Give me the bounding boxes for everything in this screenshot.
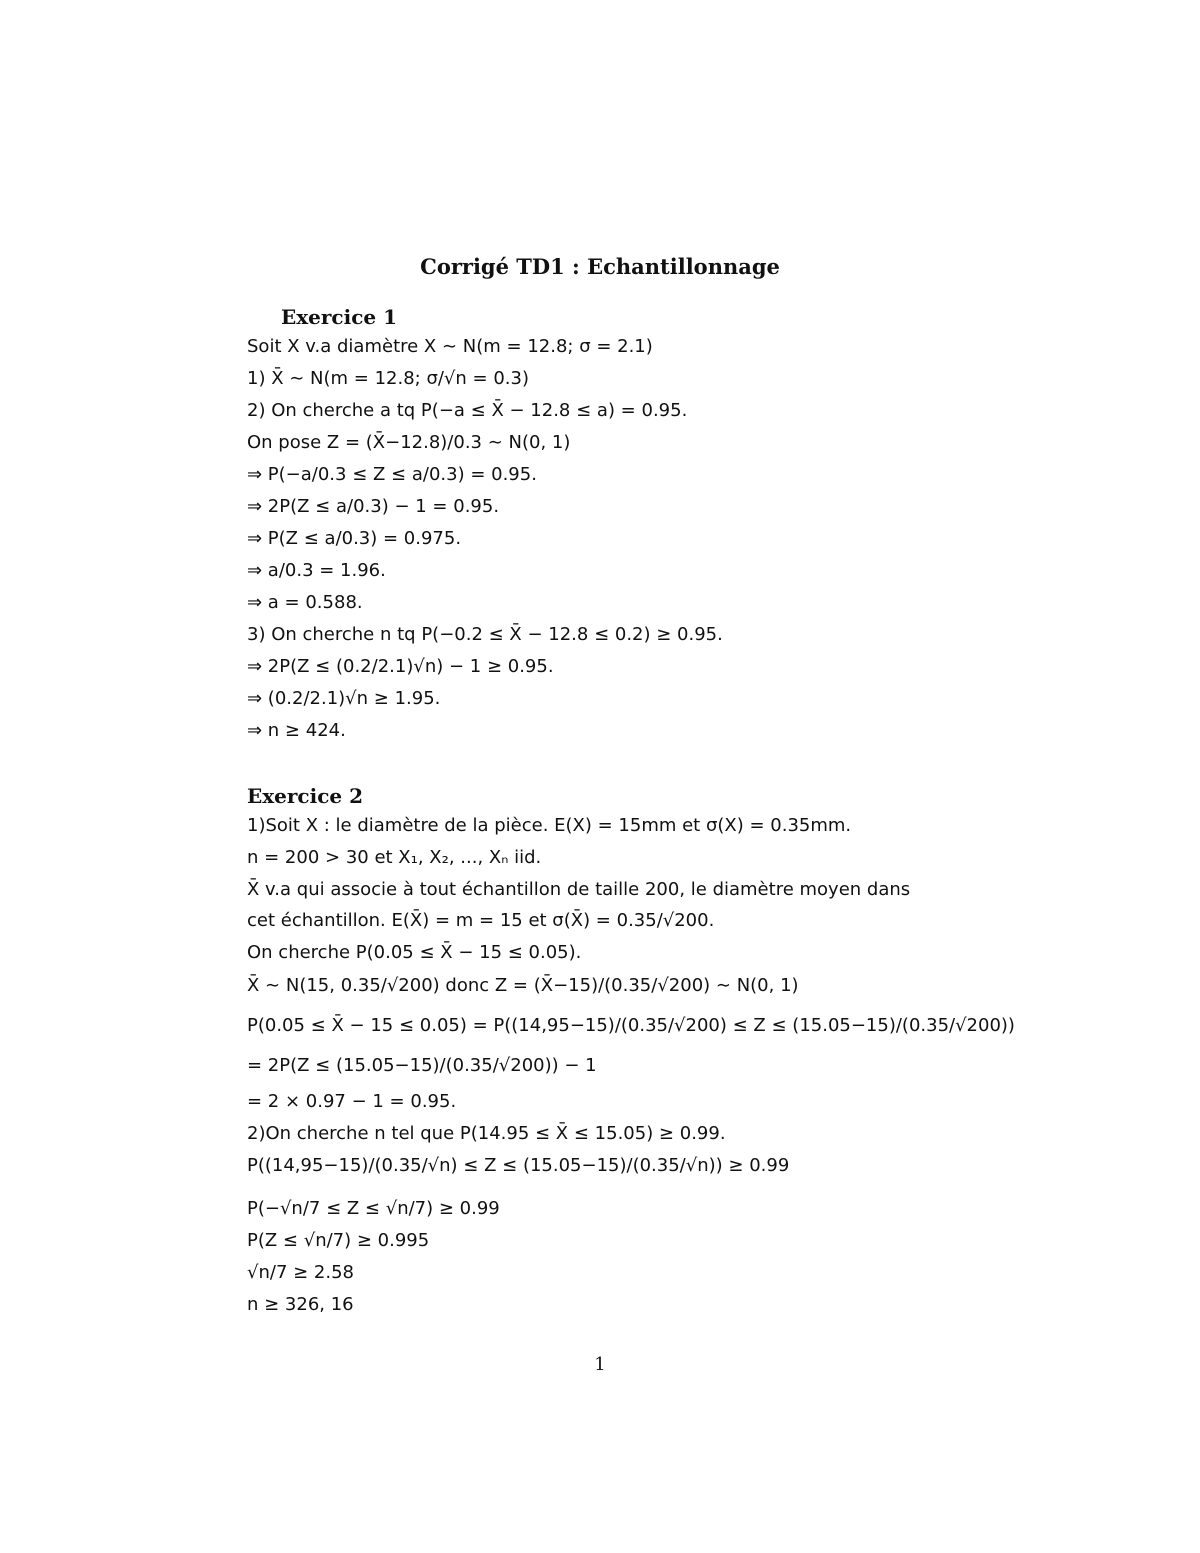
page-number: 1 [594,1354,606,1375]
exercise-1-line: ⇒ 2P(Z ≤ a/0.3) − 1 = 0.95. [247,496,500,517]
exercise-2-line: P(Z ≤ √n/7) ≥ 0.995 [247,1230,430,1251]
exercise-1-line: On pose Z = (X̄−12.8)/0.3 ∼ N(0, 1) [247,432,571,453]
exercise-2-line: cet échantillon. E(X̄) = m = 15 et σ(X̄) = 0.35/√200. [247,910,715,931]
exercise-1-heading: Exercice 1 [281,305,397,329]
exercise-1-line: Soit X v.a diamètre X ∼ N(m = 12.8; σ = 2.1) [247,336,653,357]
exercise-2-line: √n/7 ≥ 2.58 [247,1262,354,1283]
exercise-1-line: ⇒ a/0.3 = 1.96. [247,560,386,581]
exercise-2-line: = 2P(Z ≤ (15.05−15)/(0.35/√200)) − 1 [247,1055,597,1076]
exercise-1-line: ⇒ 2P(Z ≤ (0.2/2.1)√n) − 1 ≥ 0.95. [247,656,554,677]
exercise-1-line: 1) X̄ ∼ N(m = 12.8; σ/√n = 0.3) [247,368,529,389]
exercise-2-line: 2)On cherche n tel que P(14.95 ≤ X̄ ≤ 15.05) ≥ 0.99. [247,1123,726,1144]
exercise-2-line: n = 200 > 30 et X₁, X₂, ..., Xₙ iid. [247,847,542,868]
exercise-1-line: ⇒ (0.2/2.1)√n ≥ 1.95. [247,688,441,709]
exercise-2-line: 1)Soit X : le diamètre de la pièce. E(X) = 15mm et σ(X) = 0.35mm. [247,815,852,836]
exercise-1-line: ⇒ P(Z ≤ a/0.3) = 0.975. [247,528,462,549]
exercise-1-line: ⇒ n ≥ 424. [247,720,346,741]
exercise-2-line: On cherche P(0.05 ≤ X̄ − 15 ≤ 0.05). [247,942,582,963]
exercise-1-line: ⇒ P(−a/0.3 ≤ Z ≤ a/0.3) = 0.95. [247,464,537,485]
exercise-2-line: P(−√n/7 ≤ Z ≤ √n/7) ≥ 0.99 [247,1198,500,1219]
exercise-1-line: ⇒ a = 0.588. [247,592,363,613]
exercise-2-line: = 2 × 0.97 − 1 = 0.95. [247,1091,457,1112]
exercise-1-line: 2) On cherche a tq P(−a ≤ X̄ − 12.8 ≤ a) = 0.95. [247,400,688,421]
exercise-2-line: X̄ v.a qui associe à tout échantillon de taille 200, le diamètre moyen dans [247,879,911,900]
exercise-2-line: P((14,95−15)/(0.35/√n) ≤ Z ≤ (15.05−15)/(0.35/√n)) ≥ 0.99 [247,1155,790,1176]
exercise-1-line: 3) On cherche n tq P(−0.2 ≤ X̄ − 12.8 ≤ 0.2) ≥ 0.95. [247,624,723,645]
exercise-2-line: P(0.05 ≤ X̄ − 15 ≤ 0.05) = P((14,95−15)/(0.35/√200) ≤ Z ≤ (15.05−15)/(0.35/√200)) [247,1015,1015,1036]
exercise-2-line: n ≥ 326, 16 [247,1294,354,1315]
exercise-2-line: X̄ ∼ N(15, 0.35/√200) donc Z = (X̄−15)/(0.35/√200) ∼ N(0, 1) [247,975,799,996]
document-title: Corrigé TD1 : Echantillonnage [420,254,780,279]
exercise-2-heading: Exercice 2 [247,784,363,808]
